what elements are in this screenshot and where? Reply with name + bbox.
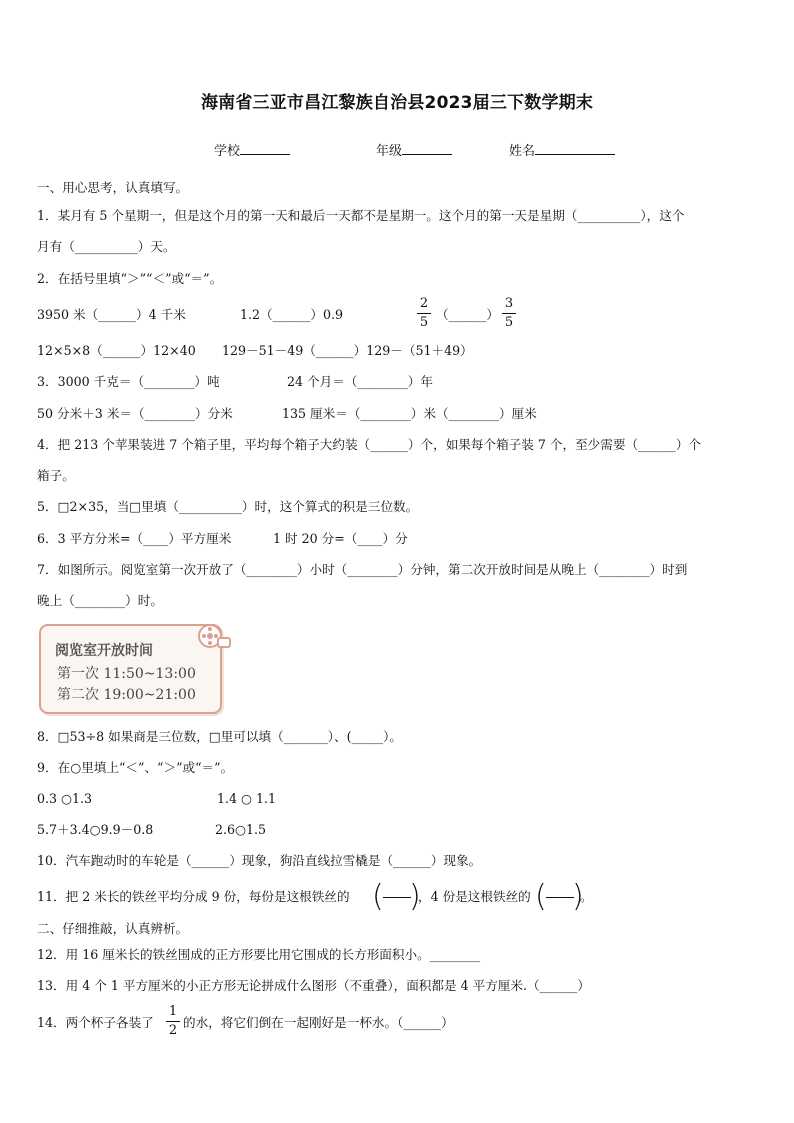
section-2-heading: 二、仔细推敲，认真辨析。 [37, 921, 189, 936]
question-11-blank-fraction-2[interactable] [546, 897, 574, 898]
question-3-item-a: 3．3000 千克＝（________）吨 [37, 374, 220, 389]
question-11-right-paren-2: ) [572, 879, 584, 914]
question-9-item-c: 5.7＋3.4○9.9－0.8 [37, 822, 154, 837]
question-2-item-c: （______） [436, 307, 499, 322]
question-2-item-d: 12×5×8（______）12×40 [37, 343, 196, 358]
question-13: 13．用 4 个 1 平方厘米的小正方形无论拼成什么图形（不重叠），面积都是 4 平方厘米.（______） [37, 978, 590, 993]
question-1-line-2: 月有（__________）天。 [37, 239, 176, 254]
question-2-item-e: 129－51－49（______）129－（51＋49） [222, 343, 473, 358]
question-9: 9．在○里填上“＜”、“＞”或“＝”。 [37, 760, 234, 775]
question-11-part-b: ，4 份是这根铁丝的 [418, 889, 531, 904]
question-6-item-b: 1 时 20 分=（____）分 [273, 531, 408, 546]
fraction-bar [417, 313, 431, 314]
question-3-item-b: 24 个月＝（________）年 [287, 374, 433, 389]
question-11-left-paren-2: ( [535, 879, 547, 914]
fraction-numerator: 1 [168, 1004, 178, 1019]
fraction-bar [502, 313, 516, 314]
question-1-line-1: 1．某月有 5 个星期一，但是这个月的第一天和最后一天都不是星期一。这个月的第一天是星期（__________），这个 [37, 208, 685, 223]
question-11-left-paren-1: ( [372, 879, 384, 914]
name-label: 姓名 [509, 144, 536, 159]
fraction-denominator: 2 [168, 1023, 178, 1038]
fraction-numerator: 2 [419, 296, 429, 311]
question-9-item-a: 0.3 ○1.3 [37, 791, 93, 806]
question-4-line-2: 箱子。 [37, 468, 75, 483]
school-field [214, 140, 290, 159]
grade-label: 年级 [376, 144, 403, 159]
question-7-line-1: 7．如图所示。阅览室第一次开放了（________）小时（________）分钟，第二次开放时间是从晚上（________）时到 [37, 562, 688, 577]
question-3-item-d: 135 厘米＝（________）米（________）厘米 [282, 406, 537, 421]
question-14-part-a: 14．两个杯子各装了 [37, 1015, 154, 1030]
school-label: 学校 [214, 144, 241, 159]
reading-room-hours-card [39, 624, 222, 714]
fraction-denominator: 5 [504, 315, 514, 330]
question-11-part-c: 。 [580, 889, 593, 904]
notice-title: 阅览室开放时间 [55, 643, 153, 659]
question-7-line-2: 晚上（________）时。 [37, 593, 163, 608]
section-1-heading: 一、用心思考，认真填写。 [37, 180, 189, 195]
question-2-fraction-right [502, 296, 516, 331]
question-5: 5．□2×35，当□里填（__________）时，这个算式的积是三位数。 [37, 499, 419, 514]
grade-field [376, 140, 452, 159]
question-2-fraction-left [417, 296, 431, 331]
fraction-denominator: 5 [419, 315, 429, 330]
question-6-item-a: 6．3 平方分米=（____）平方厘米 [37, 531, 232, 546]
question-12: 12．用 16 厘米长的铁丝围成的正方形要比用它围成的长方形面积小。________ [37, 947, 481, 962]
question-2-item-b: 1.2（______）0.9 [240, 307, 344, 322]
question-14-part-b: 的水，将它们倒在一起刚好是一杯水。（______） [183, 1015, 454, 1030]
page-title: 海南省三亚市昌江黎族自治县2023届三下数学期末 [200, 93, 594, 113]
question-11-part-a: 11．把 2 米长的铁丝平均分成 9 份，每份是这根铁丝的 [37, 889, 350, 904]
question-3-item-c: 50 分米＋3 米＝（________）分米 [37, 406, 233, 421]
question-4-line-1: 4．把 213 个苹果装进 7 个箱子里，平均每个箱子大约装（______）个，如果每个箱子装 7 个，至少需要（______）个 [37, 437, 702, 452]
question-2: 2．在括号里填“＞”“＜”或“＝”。 [37, 271, 223, 286]
name-blank[interactable] [535, 141, 615, 155]
notice-row-second: 第二次 19:00~21:00 [57, 687, 196, 703]
question-9-item-d: 2.6○1.5 [215, 822, 267, 837]
notice-row-first: 第一次 11:50~13:00 [57, 666, 196, 682]
question-8: 8．□53÷8 如果商是三位数，□里可以填（_______）、(_____）。 [37, 729, 402, 744]
question-2-item-a: 3950 米（______）4 千米 [37, 307, 186, 322]
question-9-item-b: 1.4 ○ 1.1 [217, 791, 277, 806]
question-11-right-paren-1: ) [409, 879, 421, 914]
question-14-fraction [166, 1004, 180, 1039]
question-10: 10．汽车跑动时的车轮是（______）现象，狗沿直线拉雪橇是（______）现象。 [37, 853, 482, 868]
name-field [509, 140, 615, 159]
fraction-numerator: 3 [504, 296, 514, 311]
film-reel-icon [196, 622, 232, 652]
question-11-blank-fraction-1[interactable] [383, 897, 411, 898]
fraction-bar [166, 1021, 180, 1022]
grade-blank[interactable] [402, 141, 452, 155]
school-blank[interactable] [240, 141, 290, 155]
